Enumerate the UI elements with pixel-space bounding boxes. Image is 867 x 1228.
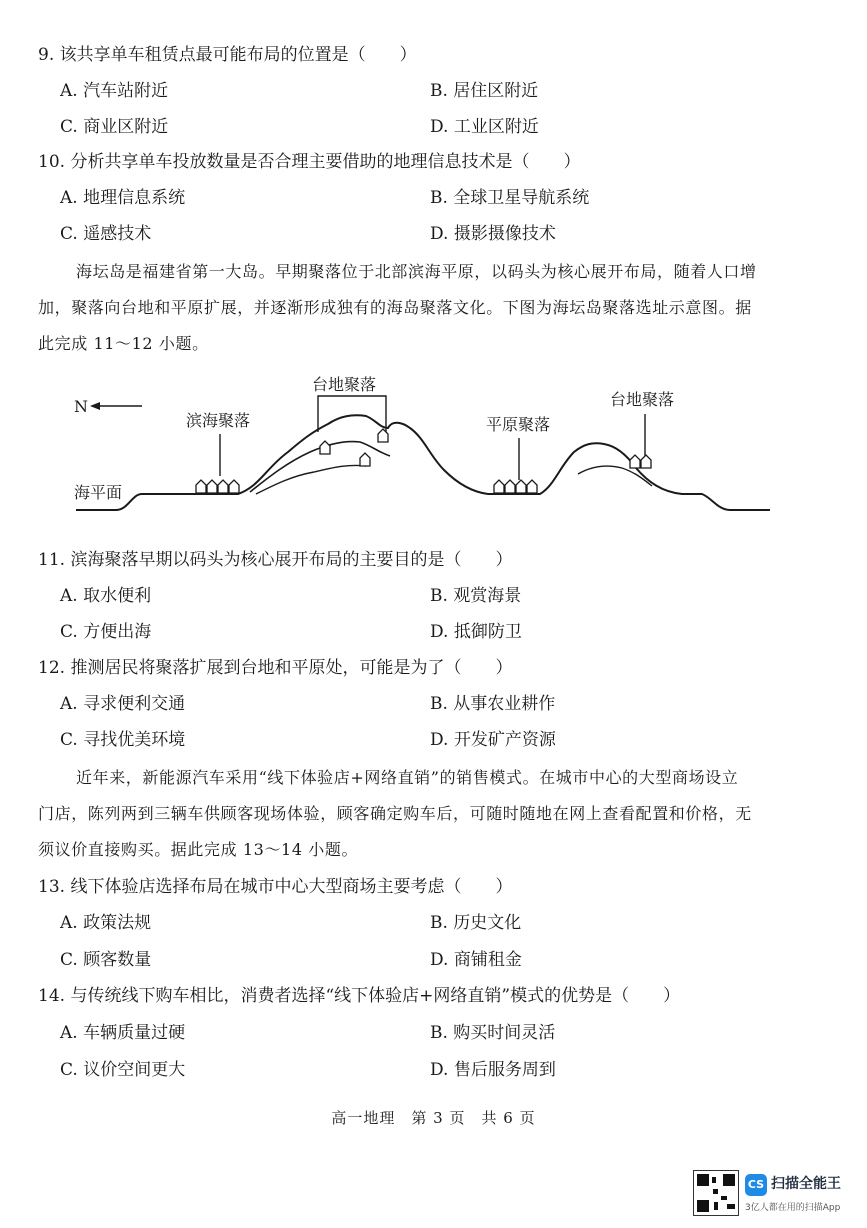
coastal-settlement-label: 滨海聚落 [186,411,251,430]
qr-code-icon [693,1170,739,1216]
question-14-option-c[interactable]: C. 议价空间更大 [60,1060,186,1080]
question-9-option-d[interactable]: D. 工业区附近 [430,117,539,137]
question-11-option-c[interactable]: C. 方便出海 [60,622,152,642]
question-12-option-a[interactable]: A. 寻求便利交通 [60,694,186,714]
question-10-stem: 10. 分析共享单车投放数量是否合理主要借助的地理信息技术是（ ） [38,152,581,172]
question-13-option-b[interactable]: B. 历史文化 [430,913,522,933]
question-9-stem: 9. 该共享单车租赁点最可能布局的位置是（ ） [38,45,417,65]
question-12-option-d[interactable]: D. 开发矿产资源 [430,730,556,750]
question-14-option-b[interactable]: B. 购买时间灵活 [430,1023,556,1043]
terrace-houses-icon [320,429,651,468]
passage-2-line-3: 须议价直接购买。据此完成 13～14 小题。 [38,840,359,859]
question-13-option-a[interactable]: A. 政策法规 [60,913,152,933]
question-14-stem: 14. 与传统线下购车相比，消费者选择“线下体验店+网络直销”模式的优势是（ ） [38,986,681,1006]
question-12-option-b[interactable]: B. 从事农业耕作 [430,694,556,714]
sea-level-label: 海平面 [74,483,123,502]
question-13-option-d[interactable]: D. 商铺租金 [430,950,522,970]
question-10-option-d[interactable]: D. 摄影摄像技术 [430,224,556,244]
north-label: N [74,397,88,416]
coastal-houses-icon [196,480,239,493]
terrace-contour-2 [256,465,366,494]
terrace-settlement-label-1: 台地聚落 [312,375,377,394]
island-settlement-diagram [70,372,770,532]
camscanner-app-name: 扫描全能王 [771,1176,841,1192]
passage-1-line-2: 加，聚落向台地和平原扩展，并逐渐形成独有的海岛聚落文化。下图为海坛岛聚落选址示意图。据 [38,298,752,317]
page-footer: 高一地理 第 3 页 共 6 页 [331,1109,536,1127]
scanner-watermark [693,1170,843,1220]
camscanner-logo-icon: CS [745,1174,767,1196]
north-arrowhead-icon [90,402,100,410]
passage-2-line-1: 近年来，新能源汽车采用“线下体验店+网络直销”的销售模式。在城市中心的大型商场设立 [76,768,739,787]
plain-settlement-label: 平原聚落 [486,415,551,434]
camscanner-tagline: 3亿人都在用的扫描App [745,1203,841,1213]
question-12-stem: 12. 推测居民将聚落扩展到台地和平原处，可能是为了（ ） [38,658,513,678]
question-10-option-a[interactable]: A. 地理信息系统 [60,188,186,208]
question-10-option-c[interactable]: C. 遥感技术 [60,224,152,244]
question-11-stem: 11. 滨海聚落早期以码头为核心展开布局的主要目的是（ ） [38,550,513,570]
terrace-bracket-line [318,396,386,432]
plain-houses-icon [494,480,537,493]
passage-2-line-2: 门店，陈列两到三辆车供顾客现场体验，顾客确定购车后，可随时随地在网上查看配置和价格，无 [38,804,752,823]
question-14-option-a[interactable]: A. 车辆质量过硬 [60,1023,186,1043]
passage-1-line-3: 此完成 11～12 小题。 [38,334,209,353]
terrace-settlement-label-2: 台地聚落 [610,390,675,409]
question-13-stem: 13. 线下体验店选择布局在城市中心大型商场主要考虑（ ） [38,877,513,897]
passage-1-line-1: 海坛岛是福建省第一大岛。早期聚落位于北部滨海平原，以码头为核心展开布局，随着人口增 [76,262,757,281]
question-13-option-c[interactable]: C. 顾客数量 [60,950,152,970]
question-11-option-d[interactable]: D. 抵御防卫 [430,622,522,642]
question-11-option-a[interactable]: A. 取水便利 [60,586,152,606]
question-9-option-c[interactable]: C. 商业区附近 [60,117,169,137]
terrace-contour-3 [578,466,652,486]
question-9-option-a[interactable]: A. 汽车站附近 [60,81,169,101]
question-9-option-b[interactable]: B. 居住区附近 [430,81,539,101]
question-14-option-d[interactable]: D. 售后服务周到 [430,1060,556,1080]
question-11-option-b[interactable]: B. 观赏海景 [430,586,522,606]
terrain-profile [76,415,770,510]
question-12-option-c[interactable]: C. 寻找优美环境 [60,730,186,750]
question-10-option-b[interactable]: B. 全球卫星导航系统 [430,188,590,208]
